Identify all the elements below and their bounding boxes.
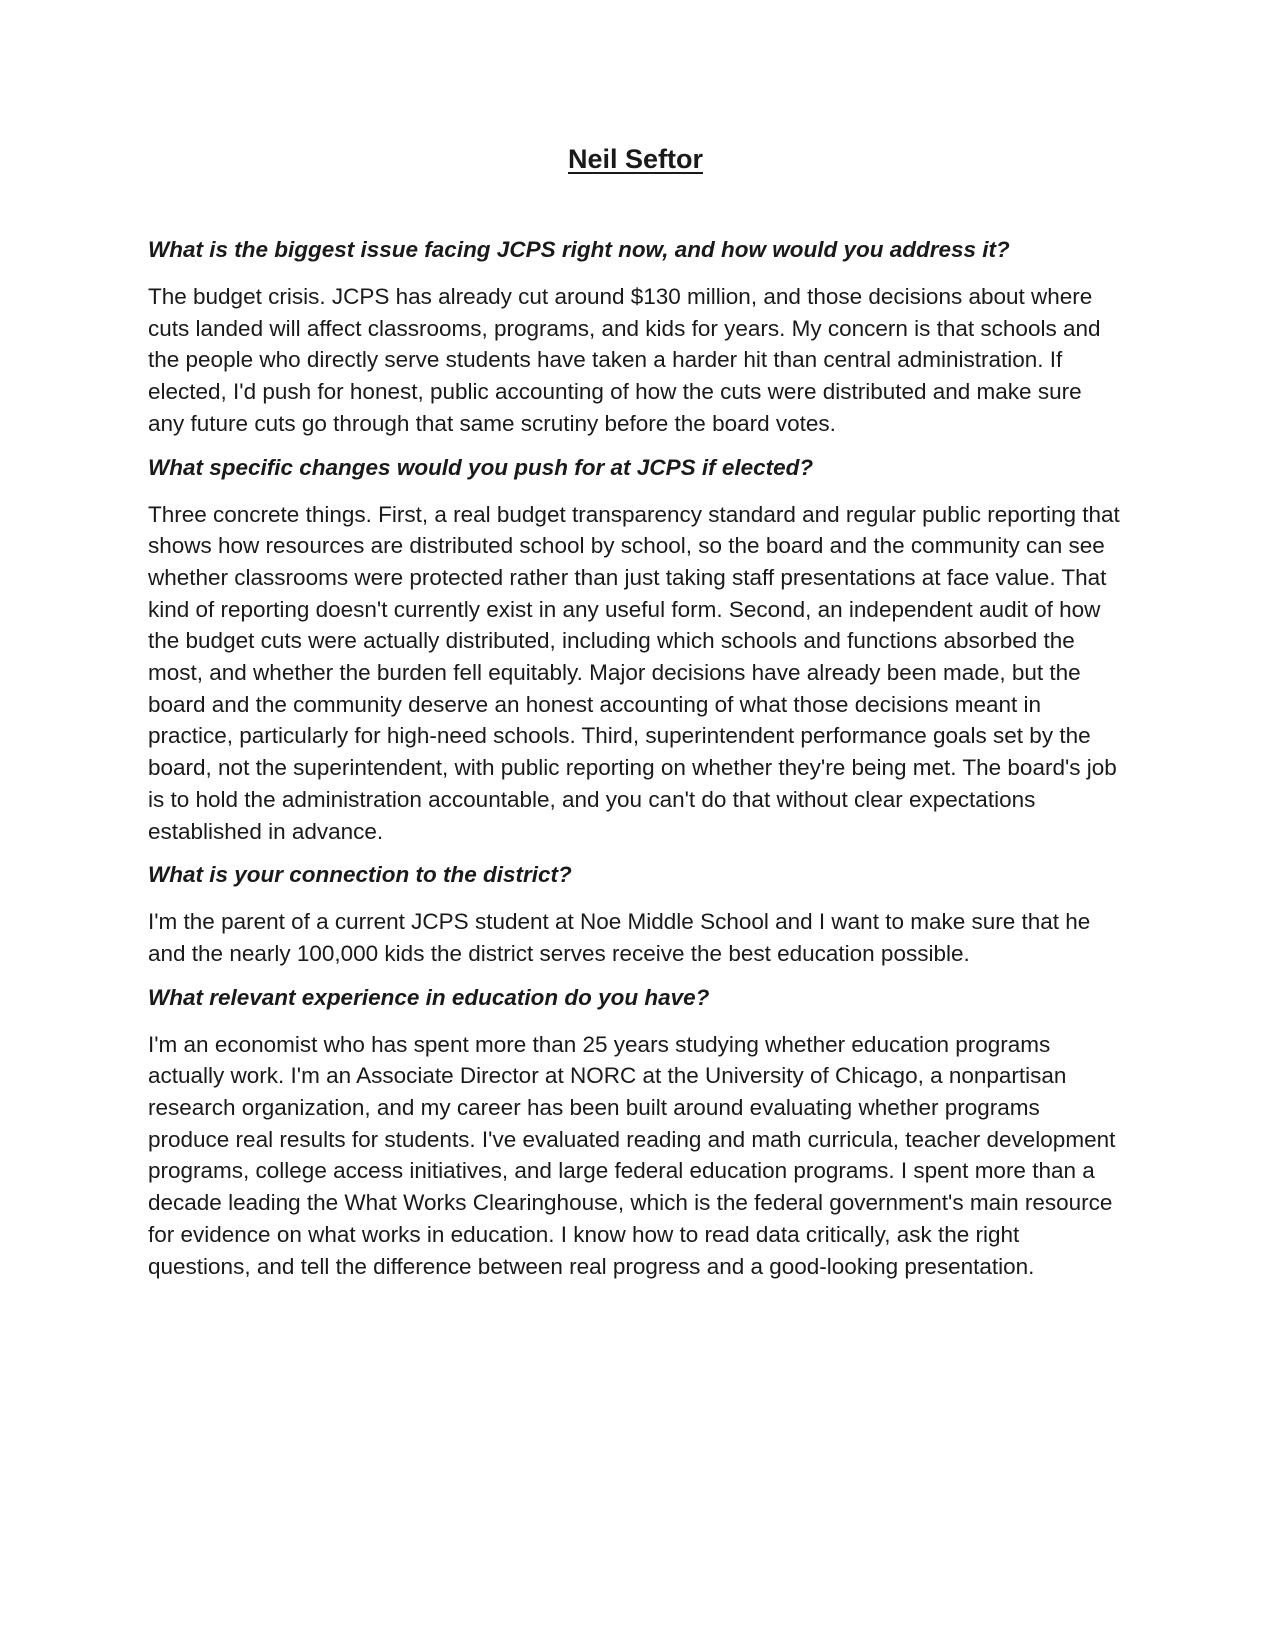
answer-connection: I'm the parent of a current JCPS student at Noe Middle School and I want to make sure that he and the nearly 100,000 kids the district serves receive the best education possible. bbox=[148, 909, 1091, 966]
qa-content bbox=[148, 234, 1123, 1294]
qa-section-specific-changes bbox=[148, 452, 1123, 848]
question-biggest-issue: What is the biggest issue facing JCPS right now, and how would you address it? bbox=[148, 237, 1010, 262]
answer-specific-changes: Three concrete things. First, a real budget transparency standard and regular public reporting that shows how resources are distributed school by school, so the board and the community can see whether classrooms were protected rather than just taking staff presentations at face value. That kind of reporting doesn't currently exist in any useful form. Second, an independent audit of how the budget cuts were actually distributed, including which schools and functions absorbed the most, and whether the burden fell equitably. Major decisions have already been made, but the board and the community deserve an honest accounting of what those decisions meant in practice, particularly for high-need schools. Third, superintendent performance goals set by the board, not the superintendent, with public reporting on whether they're being met. The board's job is to hold the administration accountable, and you can't do that without clear expectations established in advance. bbox=[148, 501, 1120, 844]
answer-experience: I'm an economist who has spent more than 25 years studying whether education programs actually work. I'm an Associate Director at NORC at the University of Chicago, a nonpartisan research organization, and my career has been built around evaluating whether programs produce real results for students. I've evaluated reading and math curricula, teacher development programs, college access initiatives, and large federal education programs. I spent more than a decade leading the What Works Clearinghouse, which is the federal government's main resource for evidence on what works in education. I know how to read data critically, ask the right questions, and tell the difference between real progress and a good-looking presentation. bbox=[148, 1031, 1116, 1279]
answer-biggest-issue: The budget crisis. JCPS has already cut around $130 million, and those decisions about where cuts landed will affect classrooms, programs, and kids for years. My concern is that schools and the people who directly serve students have taken a harder hit than central administration. If elected, I'd push for honest, public accounting of how the cuts were distributed and make sure any future cuts go through that same scrutiny before the board votes. bbox=[148, 284, 1101, 436]
question-specific-changes: What specific changes would you push for at JCPS if elected? bbox=[148, 454, 814, 480]
question-experience: What relevant experience in education do you have? bbox=[148, 984, 710, 1010]
document-title: Neil Seftor bbox=[567, 144, 704, 174]
question-connection: What is your connection to the district? bbox=[148, 862, 572, 888]
qa-section-biggest-issue bbox=[148, 234, 1123, 440]
qa-section-experience bbox=[148, 982, 1123, 1283]
qa-section-connection bbox=[148, 859, 1123, 969]
